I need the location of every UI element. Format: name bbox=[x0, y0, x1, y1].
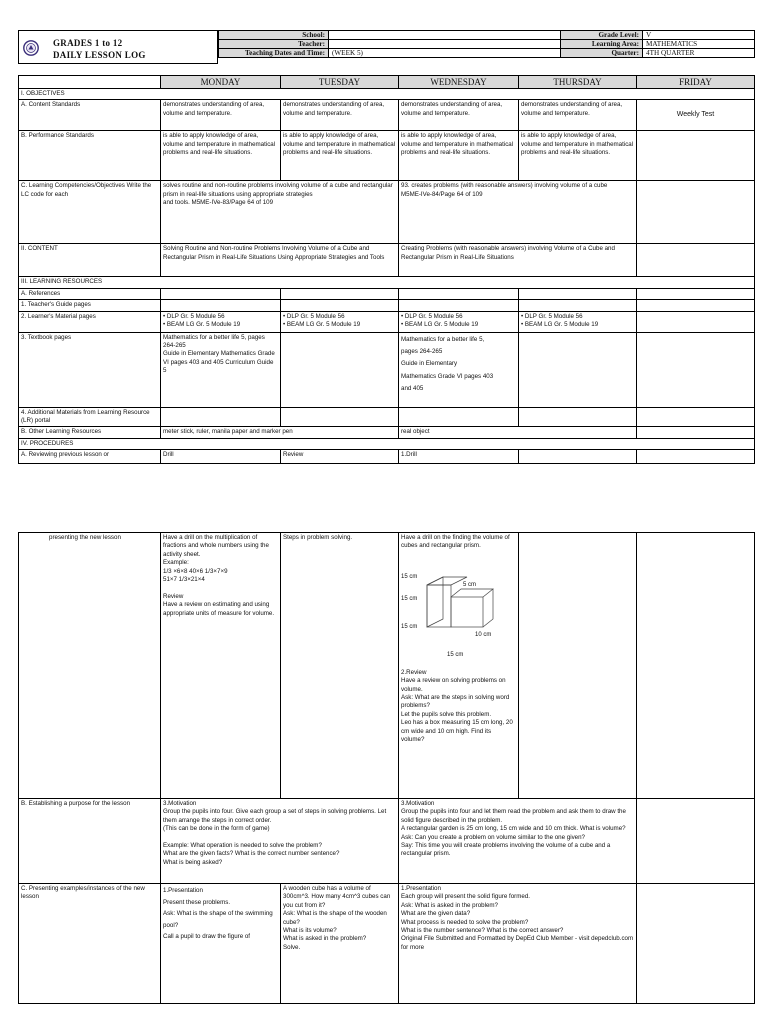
purpose-fri bbox=[637, 799, 755, 884]
logo-line-1: GRADES 1 to 12 bbox=[53, 38, 123, 48]
day-friday: FRIDAY bbox=[637, 76, 755, 89]
lesson-log-table-continued bbox=[18, 532, 755, 1004]
competencies-wed-thu: 93. creates problems (with reasonable answers) involving volume of a cube M5ME-IVe-84/Page 64 of 109 bbox=[399, 181, 637, 244]
competencies-fri bbox=[637, 181, 755, 244]
lm-tue bbox=[281, 311, 399, 332]
content-standards-label: A. Content Standards bbox=[19, 100, 161, 131]
additional-wed bbox=[399, 407, 519, 427]
other-wed-thu: real object bbox=[399, 427, 637, 438]
label-5cm: 5 cm bbox=[463, 581, 477, 588]
tg-mon bbox=[161, 300, 281, 311]
competencies-mon-tue: solves routine and non-routine problems involving volume of a cube and rectangular prism in real-life situations using appropriate strategies and tools. M5ME-IVe-83/Page 64 of 109 bbox=[161, 181, 399, 244]
other-mon-tue: meter stick, ruler, manila paper and marker pen bbox=[161, 427, 399, 438]
lm-fri bbox=[637, 311, 755, 332]
competencies-label: C. Learning Competencies/Objectives Write the LC code for each bbox=[19, 181, 161, 244]
area-value: MATHEMATICS bbox=[643, 40, 755, 49]
performance-mon: is able to apply knowledge of area, volume and temperature in mathematical problems and real-life situations. bbox=[161, 131, 281, 181]
quarter-label: Quarter: bbox=[561, 49, 643, 58]
reviewing-tue: Review bbox=[281, 450, 399, 464]
school-label: School: bbox=[219, 31, 329, 40]
day-monday: MONDAY bbox=[161, 76, 281, 89]
content-mon-tue: Solving Routine and Non-routine Problems Involving Volume of a Cube and Rectangular Prism in Real-Life Situations Using Appropriate Strategies and Tools bbox=[161, 244, 399, 277]
content-label: II. CONTENT bbox=[19, 244, 161, 277]
reviewing-thu bbox=[519, 450, 637, 464]
performance-wed: is able to apply knowledge of area, volume and temperature in mathematical problems and real-life situations. bbox=[399, 131, 519, 181]
reviewing-fri bbox=[637, 450, 755, 464]
references-label: A. References bbox=[19, 288, 161, 299]
lm-thu-line-2: • BEAM LG Gr. 5 Module 19 bbox=[521, 321, 599, 329]
day-tuesday: TUESDAY bbox=[281, 76, 399, 89]
lesson-log-table bbox=[18, 75, 755, 464]
references-mon bbox=[161, 288, 281, 299]
logo-box bbox=[18, 30, 218, 64]
other-label: B. Other Learning Resources bbox=[19, 427, 161, 438]
content-standards-tue: demonstrates understanding of area, volume and temperature. bbox=[281, 100, 399, 131]
presenting-wed-top: Have a drill on the finding the volume of cubes and rectangular prism. bbox=[401, 534, 510, 550]
presenting-fri bbox=[637, 533, 755, 799]
objectives-text: I. OBJECTIVES bbox=[21, 90, 65, 97]
label-height-3: 15 cm bbox=[401, 623, 418, 630]
logo-line-2: DAILY LESSON LOG bbox=[53, 50, 146, 60]
textbook-fri bbox=[637, 332, 755, 407]
teacher-label: Teacher: bbox=[219, 40, 329, 49]
prism-figure bbox=[401, 565, 516, 667]
grade-label: Grade Level: bbox=[561, 31, 643, 40]
additional-label: 4. Additional Materials from Learning Resource (LR) portal bbox=[19, 407, 161, 427]
examples-tue: A wooden cube has a volume of 300cm^3. How many 4cm^3 cubes can you cut from it? Ask: What is the shape of the wooden cube? What is its volume? What is asked in the problem? Solve. bbox=[281, 884, 399, 1004]
label-length: 15 cm bbox=[447, 651, 464, 658]
tg-fri bbox=[637, 300, 755, 311]
label-height-2: 15 cm bbox=[401, 595, 418, 602]
tg-wed bbox=[399, 300, 519, 311]
performance-fri bbox=[637, 131, 755, 181]
lm-thu bbox=[519, 311, 637, 332]
lm-wed-line-2: • BEAM LG Gr. 5 Module 19 bbox=[401, 321, 479, 329]
lm-wed-line-1: • DLP Gr. 5 Module 56 bbox=[401, 312, 463, 320]
textbook-wed: Mathematics for a better life 5, pages 264-265 Guide in Elementary Mathematics Grade VI pages 403 and 405 bbox=[399, 332, 519, 407]
procedures-heading: IV. PROCEDURES bbox=[19, 438, 755, 449]
presenting-tue: Steps in problem solving. bbox=[281, 533, 399, 799]
quarter-value: 4TH QUARTER bbox=[643, 49, 755, 58]
additional-tue bbox=[281, 407, 399, 427]
lm-thu-line-1: • DLP Gr. 5 Module 56 bbox=[521, 312, 583, 320]
textbook-mon: Mathematics for a better life 5, pages 264-265 Guide in Elementary Mathematics Grade VI pages 403 and 405 Curriculum Guide 5 bbox=[161, 332, 281, 407]
teacher-value bbox=[329, 40, 561, 49]
purpose-label: B. Establishing a purpose for the lesson bbox=[19, 799, 161, 884]
header-table bbox=[218, 30, 755, 58]
resources-heading: III. LEARNING RESOURCES bbox=[19, 277, 755, 288]
presenting-thu bbox=[519, 533, 637, 799]
performance-tue: is able to apply knowledge of area, volume and temperature in mathematical problems and real-life situations. bbox=[281, 131, 399, 181]
reviewing-wed: 1.Drill bbox=[399, 450, 519, 464]
label-height-1: 15 cm bbox=[401, 573, 418, 580]
additional-fri bbox=[637, 407, 755, 427]
references-fri bbox=[637, 288, 755, 299]
purpose-wed-thu: 3.Motivation Group the pupils into four and let them read the problem and ask them to draw the solid figure described in the problem. A rectangular garden is 25 cm long, 15 cm wide and 10 cm thick. What is volume? Ask: Can you create a problem on volume similar to the one given? Say: This time you will create problems involving the volume of a cube and a rectangular prism. bbox=[399, 799, 637, 884]
lm-mon-line-1: • DLP Gr. 5 Module 56 bbox=[163, 312, 225, 320]
textbook-label: 3. Textbook pages bbox=[19, 332, 161, 407]
content-fri bbox=[637, 244, 755, 277]
objectives-heading bbox=[19, 89, 755, 100]
deped-seal-icon bbox=[23, 40, 39, 56]
area-label: Learning Area: bbox=[561, 40, 643, 49]
content-standards-thu: demonstrates understanding of area, volume and temperature. bbox=[519, 100, 637, 131]
tg-tue bbox=[281, 300, 399, 311]
examples-mon: 1.Presentation Present these problems. Ask: What is the shape of the swimming pool? Call a pupil to draw the figure of bbox=[161, 884, 281, 1004]
textbook-thu bbox=[519, 332, 637, 407]
day-thursday: THURSDAY bbox=[519, 76, 637, 89]
presenting-mon: Have a drill on the multiplication of fractions and whole numbers using the activity sheet. Example: 1/3 ×6×8 40×6 1/3×7×9 51×7 1/3×21×4 Review Have a review on estimating and using appropriate units of measure for volume. bbox=[161, 533, 281, 799]
tg-label: 1. Teacher's Guide pages bbox=[19, 300, 161, 311]
examples-label: C. Presenting examples/instances of the new lesson bbox=[19, 884, 161, 1004]
school-value bbox=[329, 31, 561, 40]
label-10cm: 10 cm bbox=[475, 631, 492, 638]
presenting-label: presenting the new lesson bbox=[19, 533, 161, 799]
tg-thu bbox=[519, 300, 637, 311]
additional-mon bbox=[161, 407, 281, 427]
textbook-tue bbox=[281, 332, 399, 407]
examples-wed-thu: 1.Presentation Each group will present the solid figure formed. Ask: What is asked in the problem? What are the given data? What process is needed to solve the problem? What is the number sentence? What is the correct answer? Original File Submitted and Formatted by DepEd Club Member - visit depedclub.com for more bbox=[399, 884, 637, 1004]
other-fri bbox=[637, 427, 755, 438]
content-standards-mon: demonstrates understanding of area, volume and temperature. bbox=[161, 100, 281, 131]
dates-label: Teaching Dates and Time: bbox=[219, 49, 329, 58]
dates-value: (WEEK 5) bbox=[329, 49, 561, 58]
weekly-test: Weekly Test bbox=[637, 100, 755, 131]
references-tue bbox=[281, 288, 399, 299]
content-standards-wed: demonstrates understanding of area, volume and temperature. bbox=[399, 100, 519, 131]
lm-tue-line-2: • BEAM LG Gr. 5 Module 19 bbox=[283, 321, 361, 329]
performance-thu: is able to apply knowledge of area, volume and temperature in mathematical problems and real-life situations. bbox=[519, 131, 637, 181]
lm-tue-line-1: • DLP Gr. 5 Module 56 bbox=[283, 312, 345, 320]
performance-label: B. Performance Standards bbox=[19, 131, 161, 181]
corner-cell bbox=[19, 76, 161, 89]
references-wed bbox=[399, 288, 519, 299]
additional-thu bbox=[519, 407, 637, 427]
lm-mon bbox=[161, 311, 281, 332]
lm-label: 2. Learner's Material pages bbox=[19, 311, 161, 332]
day-wednesday: WEDNESDAY bbox=[399, 76, 519, 89]
reviewing-mon: Drill bbox=[161, 450, 281, 464]
lm-wed bbox=[399, 311, 519, 332]
presenting-wed-bottom: 2.Review Have a review on solving problems on volume. Ask: What are the steps in solving word problems? Let the pupils solve this problem. Leo has a box measuring 15 cm long, 20 cm wide and 10 cm high. Find its volume? bbox=[401, 668, 513, 744]
content-wed-thu: Creating Problems (with reasonable answers) involving Volume of a Cube and Rectangular Prism in Real-Life Situations bbox=[399, 244, 637, 277]
page-1 bbox=[0, 0, 768, 480]
purpose-mon-tue: 3.Motivation Group the pupils into four. Give each group a set of steps in solving problems. Let them arrange the steps in correct order. (This can be done in the form of game) Example: What operation is needed to solve the problem? What are the given facts? What is the correct number sentence? What is being asked? bbox=[161, 799, 399, 884]
lm-mon-line-2: • BEAM LG Gr. 5 Module 19 bbox=[163, 321, 241, 329]
grade-value: V bbox=[643, 31, 755, 40]
reviewing-label: A. Reviewing previous lesson or bbox=[19, 450, 161, 464]
references-thu bbox=[519, 288, 637, 299]
page-2 bbox=[0, 525, 768, 1024]
examples-fri bbox=[637, 884, 755, 1004]
presenting-wed bbox=[399, 533, 519, 799]
